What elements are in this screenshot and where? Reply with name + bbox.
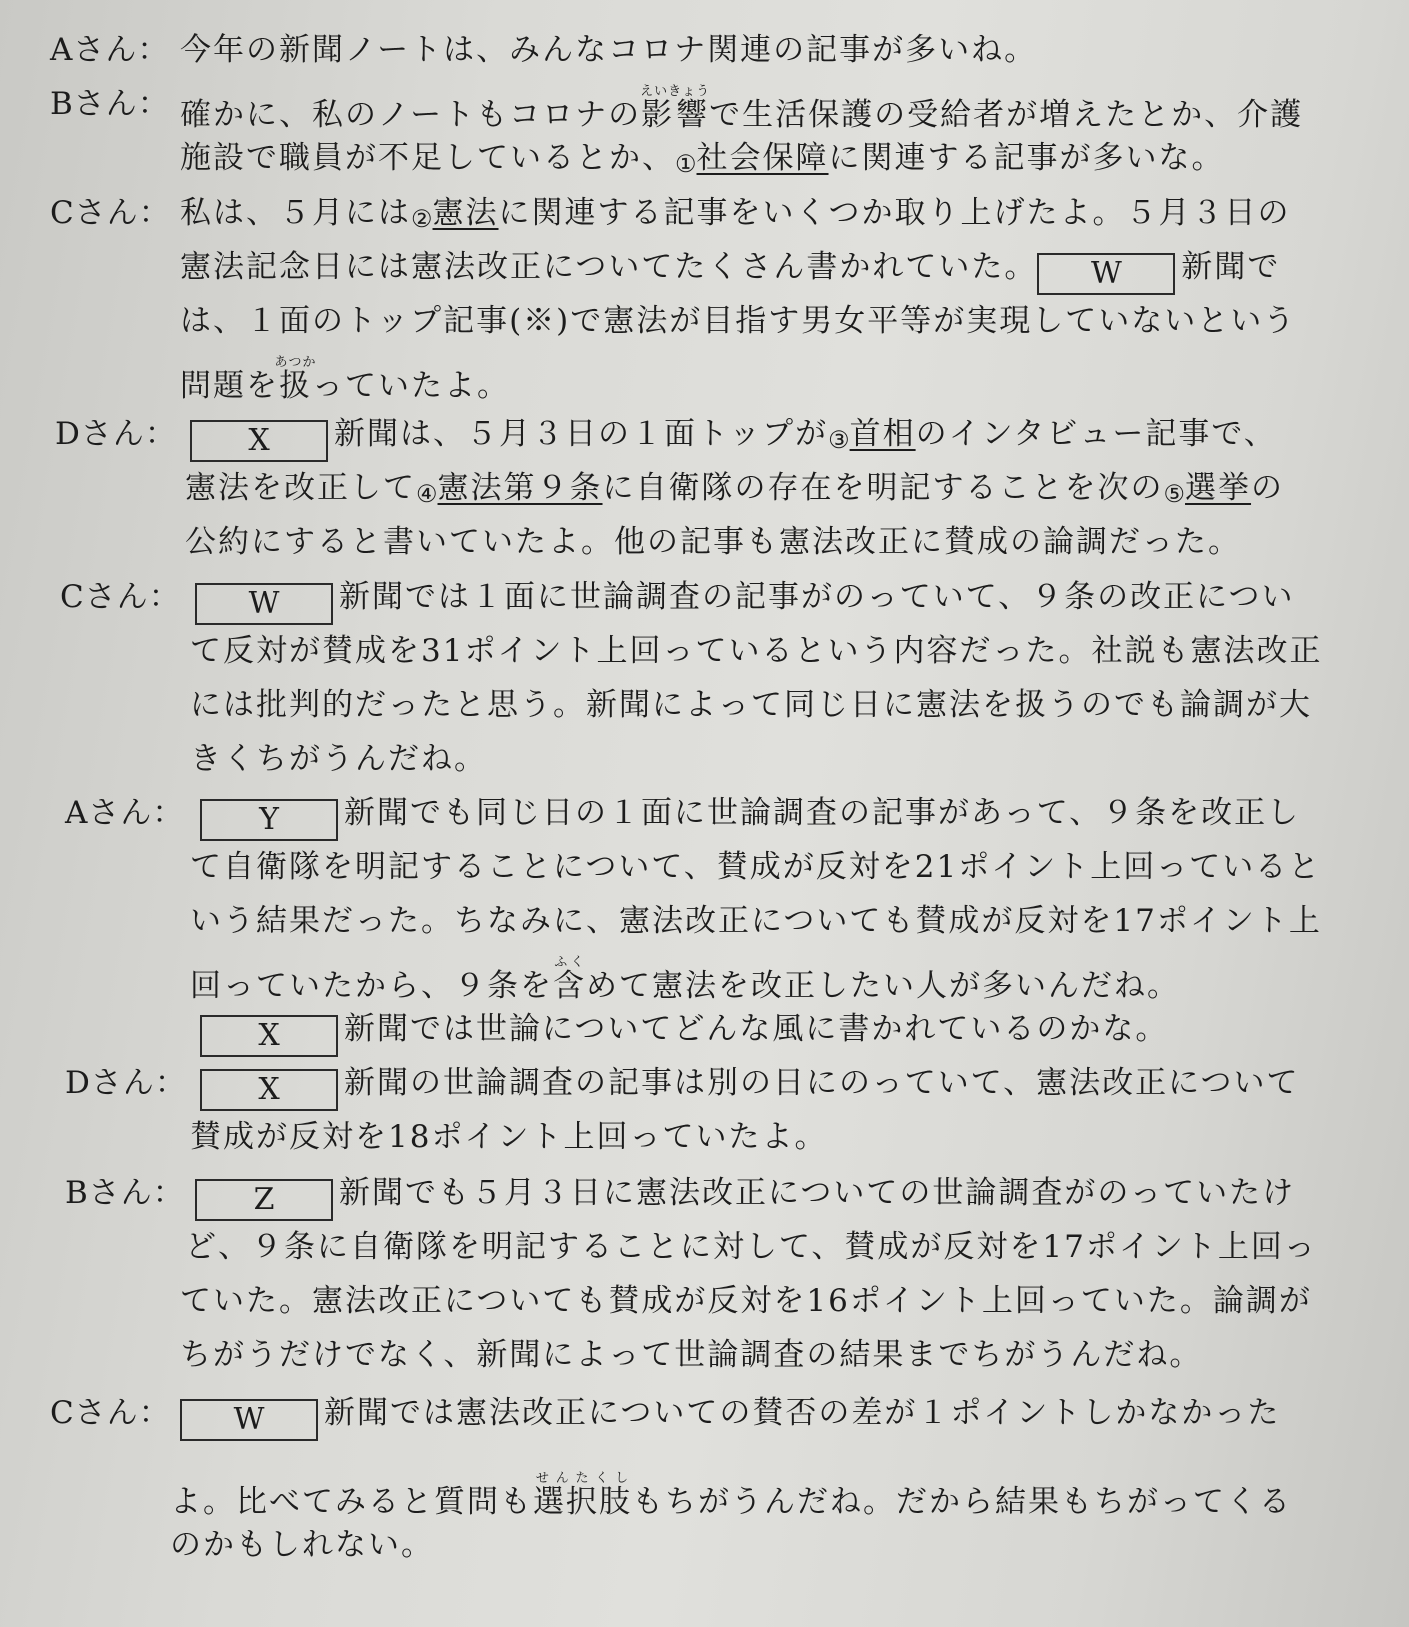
underlined-term: 選挙 [1185, 470, 1252, 506]
underline-marker: ② [411, 205, 433, 233]
blank-box: Y [200, 799, 338, 841]
blank-box: Z [195, 1179, 333, 1221]
dialogue-line: 回っていたから、９条を含ふくめて憲法を改正したい人が多いんだね。 [190, 955, 1180, 1004]
dialogue-line: Z 新聞でも５月３日に憲法改正についての世論調査がのっていたけ [195, 1173, 1295, 1221]
dialogue-line: 公約にすると書いていたよ。他の記事も憲法改正に賛成の論調だった。 [185, 524, 1241, 560]
dialogue-line: ていた。憲法改正についても賛成が反対を16ポイント上回っていた。論調が [180, 1283, 1312, 1319]
dialogue-line: W 新聞では憲法改正についての賛否の差が１ポイントしかなかった [180, 1393, 1280, 1441]
speaker-label: Cさん： [60, 579, 181, 615]
ruby-word: 選択肢せんたくし [533, 1471, 632, 1520]
dialogue-line: いう結果だった。ちなみに、憲法改正についても賛成が反対を17ポイント上 [190, 903, 1322, 939]
dialogue-line: きくちがうんだね。 [190, 741, 487, 777]
blank-box: X [200, 1015, 338, 1057]
ruby-word: 影響えいきょう [640, 84, 711, 133]
dialogue-line: 今年の新聞ノートは、みんなコロナ関連の記事が多いね。 [180, 32, 1038, 68]
underline-marker: ④ [416, 480, 438, 508]
blank-box: W [180, 1399, 318, 1441]
underlined-term: 憲法第９条 [437, 470, 603, 506]
dialogue-line: よ。比べてみると質問も選択肢せんたくしもちがうんだね。だから結果もちがってくる [170, 1471, 1292, 1520]
blank-box: X [200, 1069, 338, 1111]
ruby-word: 含ふく [553, 955, 586, 1004]
dialogue-line: X 新聞では世論についてどんな風に書かれているのかな。 [200, 1009, 1168, 1057]
underlined-term: 社会保障 [696, 140, 829, 176]
speaker-label: Dさん： [55, 416, 177, 452]
dialogue-line: 問題を扱あつかっていたよ。 [180, 355, 510, 404]
underlined-term: 首相 [849, 416, 916, 452]
dialogue-line: ど、９条に自衛隊を明記することに対して、賛成が反対を17ポイント上回っ [185, 1229, 1317, 1265]
dialogue-line: て自衛隊を明記することについて、賛成が反対を21ポイント上回っていると [190, 849, 1322, 885]
dialogue-line: 憲法記念日には憲法改正についてたくさん書かれていた。 W 新聞で [180, 247, 1280, 295]
blank-box: W [195, 583, 333, 625]
underline-marker: ① [675, 150, 697, 178]
dialogue-line: 憲法を改正して④憲法第９条に自衛隊の存在を明記することを次の⑤選挙の [185, 470, 1285, 508]
speaker-label: Cさん： [50, 1395, 171, 1431]
speaker-label: Aさん： [50, 32, 170, 68]
dialogue-line: 賛成が反対を18ポイント上回っていたよ。 [190, 1119, 828, 1155]
underline-marker: ⑤ [1163, 480, 1186, 508]
dialogue-line: 確かに、私のノートもコロナの影響えいきょうで生活保護の受給者が増えたとか、介護 [180, 84, 1304, 133]
underlined-term: 憲法 [432, 195, 499, 231]
dialogue-line: て反対が賛成を31ポイント上回っているという内容だった。社説も憲法改正 [190, 633, 1323, 669]
speaker-label: Cさん： [50, 195, 171, 231]
speaker-label: Bさん： [50, 86, 170, 122]
ruby-word: 扱あつか [274, 355, 317, 404]
dialogue-line: X 新聞の世論調査の記事は別の日にのっていて、憲法改正について [200, 1063, 1299, 1111]
underline-marker: ③ [828, 426, 850, 454]
dialogue-line: ちがうだけでなく、新聞によって世論調査の結果までちがうんだね。 [180, 1337, 1203, 1373]
dialogue-line: X 新聞は、５月３日の１面トップが③首相のインタビュー記事で、 [190, 414, 1277, 462]
blank-box: W [1037, 253, 1175, 295]
speaker-label: Bさん： [65, 1175, 185, 1211]
dialogue-line: Y 新聞でも同じ日の１面に世論調査の記事があって、９条を改正し [200, 793, 1300, 841]
dialogue-line: 施設で職員が不足しているとか、①社会保障に関連する記事が多いな。 [180, 140, 1225, 178]
dialogue-line: は、１面のトップ記事(※)で憲法が目指す男女平等が実現していないという [180, 303, 1297, 339]
speaker-label: Aさん： [65, 795, 185, 831]
speaker-label: Dさん： [65, 1065, 187, 1101]
blank-box: X [190, 420, 328, 462]
dialogue-line: のかもしれない。 [170, 1527, 434, 1563]
dialogue-line: W 新聞では１面に世論調査の記事がのっていて、９条の改正につい [195, 577, 1294, 625]
dialogue-line: 私は、５月には②憲法に関連する記事をいくつか取り上げたよ。５月３日の [180, 195, 1291, 233]
dialogue-line: には批判的だったと思う。新聞によって同じ日に憲法を扱うのでも論調が大 [190, 687, 1312, 723]
